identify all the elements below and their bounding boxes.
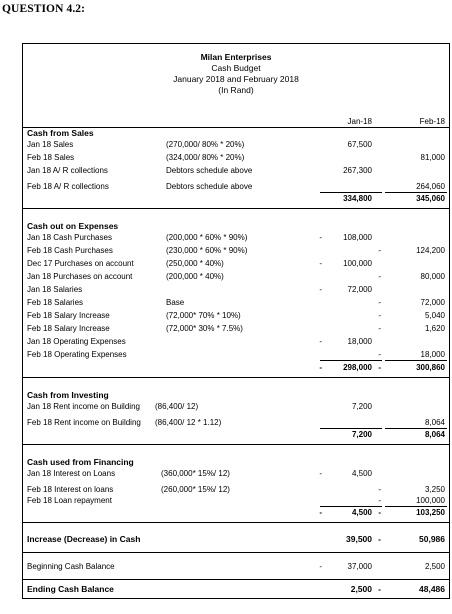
row-label: Jan 18 A/ R collections — [27, 166, 108, 175]
row-label: Jan 18 Sales — [27, 140, 74, 149]
budget-title: Cash Budget — [211, 63, 261, 73]
feb-sign: - — [378, 508, 381, 517]
jan-value: 67,500 — [347, 140, 372, 149]
row-label: Jan 18 Interest on Loans — [27, 469, 116, 478]
row-label: Feb 18 Salaries — [27, 298, 84, 307]
jan-sign: - — [319, 285, 322, 294]
budget-unit: (In Rand) — [218, 85, 254, 95]
jan-sign: - — [319, 562, 322, 571]
row-label: Ending Cash Balance — [27, 584, 114, 594]
table-row — [23, 245, 449, 256]
table-row — [23, 258, 449, 269]
section-title-investing — [23, 390, 449, 401]
budget-period: January 2018 and February 2018 — [173, 74, 299, 84]
row-description: (360,000* 15%/ 12) — [161, 469, 230, 478]
jan-sign: - — [319, 469, 322, 478]
section-title-text: Cash used from Financing — [27, 457, 134, 467]
feb-sign: - — [378, 584, 381, 594]
row-description: Base — [166, 298, 185, 307]
section-title-sales — [23, 128, 449, 139]
divider — [23, 552, 449, 553]
jan-value: 39,500 — [346, 534, 372, 544]
feb-sign: - — [378, 311, 381, 320]
row-label: Feb 18 Operating Expenses — [27, 350, 127, 359]
jan-total: 298,000 — [343, 363, 372, 372]
row-label: Feb 18 Salary Increase — [27, 311, 110, 320]
row-description: Debtors schedule above — [166, 166, 253, 175]
company-name: Milan Enterprises — [200, 52, 272, 62]
divider — [23, 444, 449, 445]
feb-value: 264,060 — [416, 182, 445, 191]
feb-sign: - — [378, 534, 381, 544]
row-description: (324,000/ 80% * 20%) — [166, 153, 245, 162]
feb-total: 300,860 — [416, 363, 445, 372]
feb-value: 48,486 — [419, 584, 445, 594]
row-description: (250,000 * 40%) — [166, 259, 224, 268]
row-label: Feb 18 A/ R collections — [27, 182, 109, 191]
column-header-jan: Jan-18 — [347, 117, 372, 126]
table-row — [23, 323, 449, 334]
row-label: Jan 18 Cash Purchases — [27, 233, 112, 242]
jan-value: 72,000 — [347, 285, 372, 294]
table-row — [23, 310, 449, 321]
jan-value: 2,500 — [350, 584, 372, 594]
subtotal-row-investing — [23, 429, 449, 440]
row-label: Feb 18 Salary Increase — [27, 324, 110, 333]
row-label: Feb 18 Loan repayment — [27, 496, 112, 505]
feb-total: 345,060 — [416, 194, 445, 203]
jan-value: 37,000 — [347, 562, 372, 571]
feb-total: 8,064 — [424, 430, 445, 439]
row-label: Jan 18 Salaries — [27, 285, 83, 294]
jan-sign: - — [319, 363, 322, 372]
ending-balance-row — [23, 584, 449, 595]
jan-value: 267,300 — [343, 166, 372, 175]
row-description: (86,400/ 12 * 1.12) — [155, 418, 222, 427]
row-description: (72,000* 70% * 10%) — [166, 311, 241, 320]
jan-total: 7,200 — [351, 430, 372, 439]
row-label: Feb 18 Rent income on Building — [27, 418, 141, 427]
row-label: Jan 18 Operating Expenses — [27, 337, 126, 346]
subtotal-row-expenses — [23, 362, 449, 373]
row-description: (86,400/ 12) — [155, 402, 199, 411]
feb-sign: - — [378, 350, 381, 359]
section-title-financing — [23, 457, 449, 468]
row-description: (72,000* 30% * 7.5%) — [166, 324, 243, 333]
feb-value: 100,000 — [416, 496, 445, 505]
feb-value: 81,000 — [420, 153, 445, 162]
divider — [23, 579, 449, 580]
jan-value: 7,200 — [351, 402, 372, 411]
feb-value: 2,500 — [424, 562, 445, 571]
row-label: Feb 18 Cash Purchases — [27, 246, 113, 255]
row-label: Feb 18 Sales — [27, 153, 75, 162]
jan-value: 108,000 — [343, 233, 372, 242]
feb-total: 103,250 — [416, 508, 445, 517]
subtotal-underline — [320, 360, 382, 361]
row-label: Beginning Cash Balance — [27, 562, 115, 571]
table-row — [23, 349, 449, 360]
feb-sign: - — [378, 298, 381, 307]
feb-value: 80,000 — [420, 272, 445, 281]
row-description: (260,000* 15%/ 12) — [161, 485, 230, 494]
table-row — [23, 165, 449, 176]
table-row — [23, 336, 449, 347]
table-row — [23, 401, 449, 412]
table-row — [23, 297, 449, 308]
cash-budget-table — [22, 43, 450, 599]
row-label: Jan 18 Purchases on account — [27, 272, 133, 281]
feb-value: 1,620 — [424, 324, 445, 333]
row-label: Increase (Decrease) in Cash — [27, 534, 141, 544]
jan-value: 100,000 — [343, 259, 372, 268]
section-title-text: Cash out on Expenses — [27, 221, 119, 231]
table-row — [23, 139, 449, 150]
feb-sign: - — [378, 485, 381, 494]
jan-total: 334,800 — [343, 194, 372, 203]
feb-sign: - — [378, 363, 381, 372]
table-row — [23, 152, 449, 163]
row-label: Jan 18 Rent income on Building — [27, 402, 140, 411]
jan-sign: - — [319, 233, 322, 242]
table-row — [23, 271, 449, 282]
table-row — [23, 495, 449, 506]
row-description: (230,000 * 60% * 90%) — [166, 246, 248, 255]
divider — [23, 522, 449, 523]
jan-total: 4,500 — [351, 508, 372, 517]
feb-value: 5,040 — [424, 311, 445, 320]
row-description: (270,000/ 80% * 20%) — [166, 140, 245, 149]
jan-sign: - — [319, 337, 322, 346]
feb-value: 50,986 — [419, 534, 445, 544]
table-row — [23, 484, 449, 495]
feb-value: 18,000 — [420, 350, 445, 359]
feb-value: 8,064 — [424, 418, 445, 427]
row-description: (200,000 * 40%) — [166, 272, 224, 281]
section-title-text: Cash from Sales — [27, 128, 94, 138]
feb-value: 72,000 — [420, 298, 445, 307]
feb-sign: - — [378, 496, 381, 505]
row-description: (200,000 * 60% * 90%) — [166, 233, 248, 242]
feb-sign: - — [378, 272, 381, 281]
feb-value: 3,250 — [424, 485, 445, 494]
table-row — [23, 468, 449, 479]
subtotal-row-financing — [23, 507, 449, 518]
table-row — [23, 284, 449, 295]
row-description: Debtors schedule above — [166, 182, 253, 191]
feb-sign: - — [378, 246, 381, 255]
row-label: Dec 17 Purchases on account — [27, 259, 134, 268]
jan-sign: - — [319, 259, 322, 268]
jan-sign: - — [319, 508, 322, 517]
jan-value: 18,000 — [347, 337, 372, 346]
column-header-feb: Feb-18 — [419, 117, 445, 126]
beginning-balance-row — [23, 561, 449, 572]
section-title-text: Cash from Investing — [27, 390, 109, 400]
feb-value: 124,200 — [416, 246, 445, 255]
row-label: Feb 18 Interest on loans — [27, 485, 114, 494]
jan-value: 4,500 — [351, 469, 372, 478]
increase-row — [23, 534, 449, 545]
subtotal-row-sales — [23, 193, 449, 204]
table-row — [23, 232, 449, 243]
divider — [23, 208, 449, 209]
divider — [23, 377, 449, 378]
column-header-row — [23, 116, 449, 127]
table-row — [23, 417, 449, 428]
section-title-expenses — [23, 221, 449, 232]
table-row — [23, 181, 449, 192]
feb-sign: - — [378, 324, 381, 333]
question-heading: QUESTION 4.2: — [2, 3, 86, 15]
subtotal-underline — [385, 360, 447, 361]
